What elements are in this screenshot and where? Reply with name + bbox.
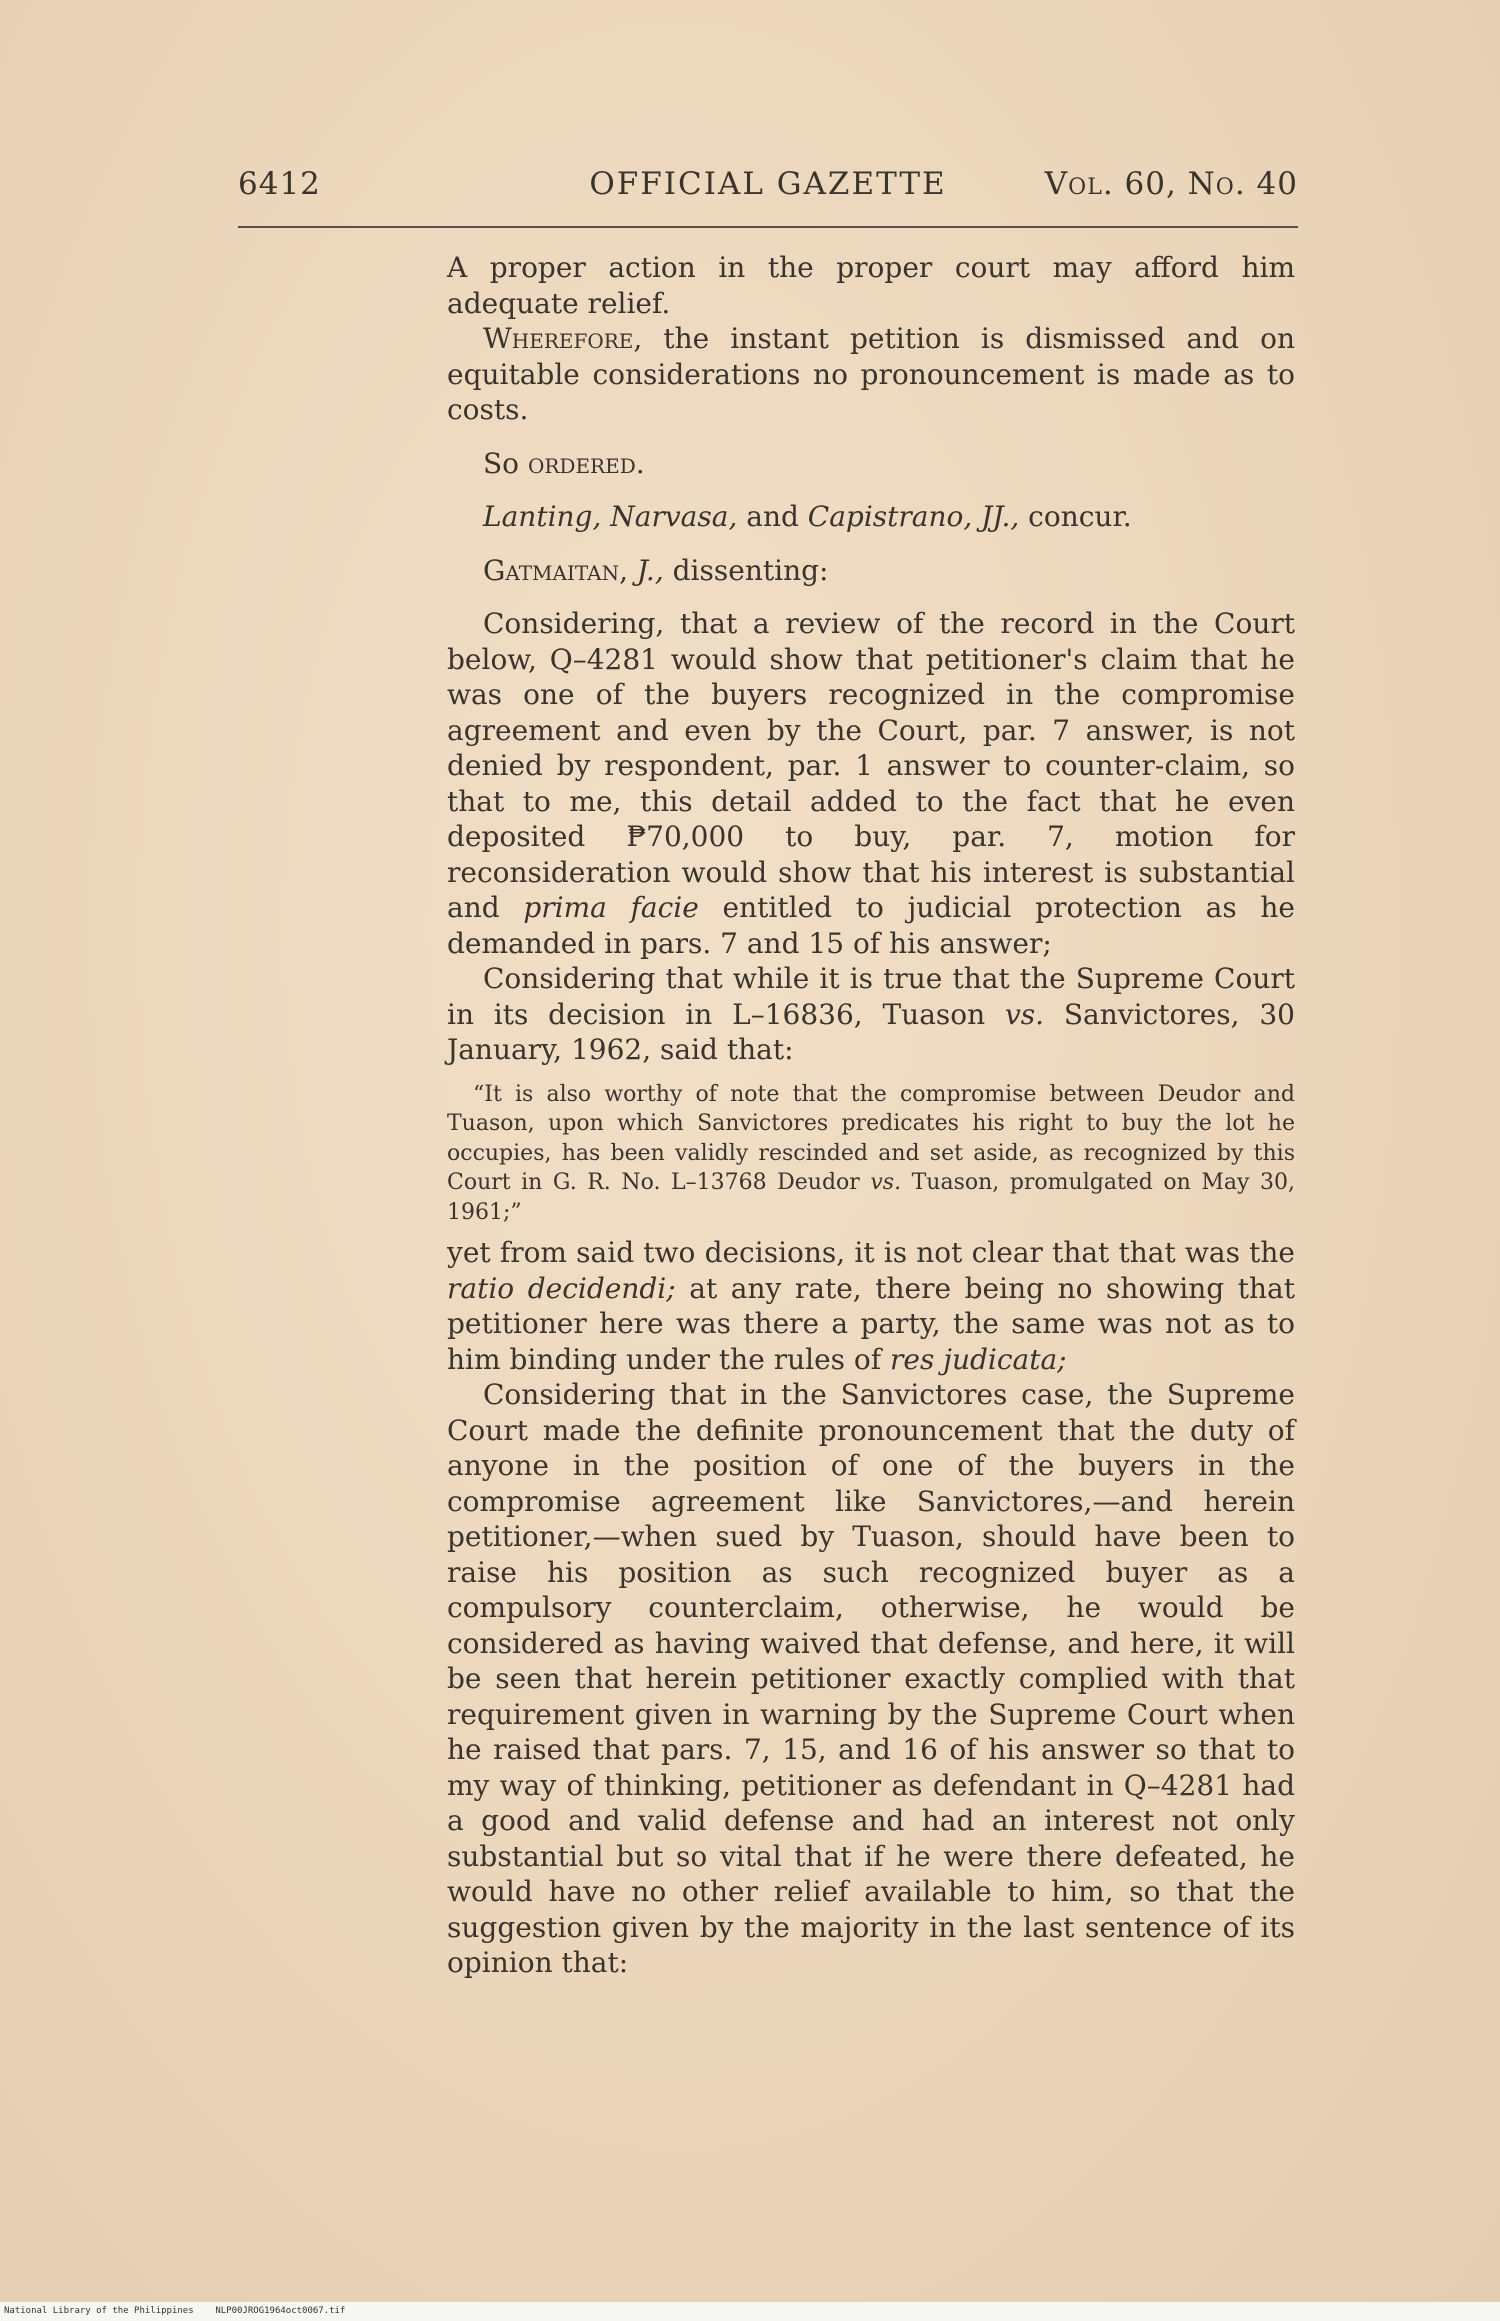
block-quote (447, 1080, 1295, 1228)
quote-text: Tuason, promulgated on May 30, 1961;” (447, 1170, 1295, 1225)
paragraph-text: yet from said two decisions, it is not clear that that was the (447, 1236, 1295, 1269)
paragraph-considering-1 (447, 606, 1295, 961)
page-number: 6412 (238, 166, 321, 202)
scan-footer (4, 2306, 345, 2316)
paragraph-text: the instant petition is dismissed and on equitable considerations no pronouncement is made as to costs. (447, 322, 1295, 426)
dissent-tail: dissenting: (663, 553, 829, 587)
concur-and: and (737, 500, 808, 533)
so-ordered-b: ordered. (527, 446, 645, 480)
italic-phrase: res judicata; (890, 1342, 1067, 1376)
italic-phrase: ratio decidendi; (447, 1271, 676, 1305)
paragraph-text: Considering, that a review of the record in the Court below, Q–4281 would show that petitioner's claim that he was one of the buyers recognized in the compromise agreement and even by the Court, par. 7 answer, is not denied by respondent, par. 1 answer to counter-claim, so that to me, this detail added to the fact that he even deposited ₱70,000 to buy, par. 7, motion for reconsideration would show that his interest is substantial and (447, 607, 1295, 924)
so-ordered-a: So (483, 446, 528, 480)
paragraph-text: Considering that in the Sanvictores case, the Supreme Court made the definite pronouncement that the duty of anyone in the position of one of the buyers in the compromise agreement like Sanvictores,—and herein petitioner,—when sued by Tuason, should have been to raise his position as such recognized buyer as a compulsory counterclaim, otherwise, he would be considered as having waived that defense, and here, it will be seen that herein petitioner exactly complied with that requirement given in warning by the Supreme Court when he raised that pars. 7, 15, and 16 of his answer so that to my way of thinking, petitioner as defendant in Q–4281 had a good and valid defense and had an interest not only substantial but so vital that if he were there defeated, he would have no other relief available to him, so that the suggestion given by the majority in the last sentence of its opinion that: (447, 1378, 1295, 1979)
file-name: NLP00JROG1964oct0067.tif (215, 2306, 346, 2316)
wherefore-lead: Wherefore, (483, 322, 643, 355)
text-column (447, 250, 1295, 1981)
paragraph-text: at any rate, there being no showing that petitioner here was there a party, the same was not as to him binding under the rules of (447, 1271, 1295, 1376)
so-ordered (447, 446, 1295, 482)
paragraph-text: A proper action in the proper court may afford him adequate relief. (447, 251, 1295, 320)
concur-tail: concur. (1019, 500, 1132, 533)
concurrence-line (447, 499, 1295, 535)
paragraph-considering-3 (447, 1377, 1295, 1981)
quote-text: “It is also worthy of note that the compromise between Deudor and Tuason, upon which Sanvictores predicates his right to buy the lot he occupies, has been validly rescinded and set aside, as recognized by this Court in G. R. No. L–13768 Deudor (447, 1081, 1295, 1195)
paragraph-relief (447, 250, 1295, 321)
paragraph-considering-2 (447, 961, 1295, 1068)
paragraph-wherefore (447, 321, 1295, 428)
dissent-heading (447, 553, 1295, 589)
concurring-justice-3: Capistrano, JJ., (807, 500, 1020, 533)
paragraph-text: entitled to judicial protection as he demanded in pars. 7 and 15 of his answer; (447, 891, 1295, 960)
italic-vs: vs. (870, 1170, 902, 1195)
paragraph-text: Considering that while it is true that the Supreme Court in its decision in L–16836, Tuason (447, 962, 1295, 1031)
concurring-justices: Lanting, Narvasa, (483, 500, 738, 533)
library-name: National Library of the Philippines (4, 2306, 194, 2316)
publication-title: OFFICIAL GAZETTE (589, 166, 947, 202)
justice-title: J., (627, 553, 664, 587)
header-rule (238, 226, 1298, 228)
italic-phrase: prima facie (523, 891, 699, 924)
dissenting-justice: Gatmaitan, (483, 553, 628, 587)
paragraph-continuation (447, 1235, 1295, 1377)
italic-vs: vs. (1004, 997, 1045, 1031)
paragraph-text: Sanvictores, 30 January, 1962, said that: (447, 997, 1295, 1066)
volume-info: Vol. 60, No. 40 (1044, 166, 1298, 202)
page-header (238, 166, 1298, 210)
